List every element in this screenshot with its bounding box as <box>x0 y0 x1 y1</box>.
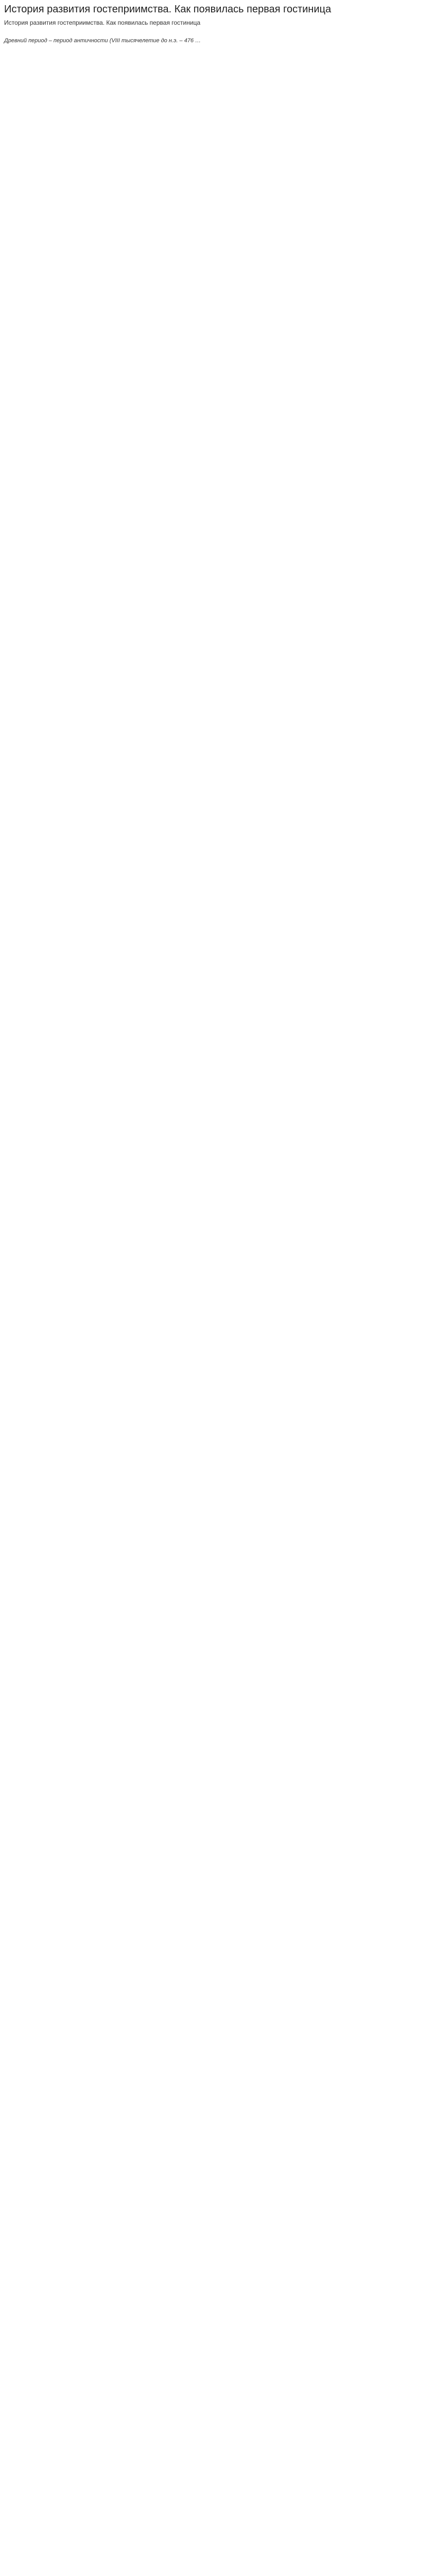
article-subtitle: История развития гостеприимства. Как появилась первая гостиница <box>4 19 201 26</box>
article-title: История развития гостеприимства. Как появилась первая гостиница <box>4 4 332 15</box>
section-heading: Древний период – период античности (VIII тысячелетие до н.э. – 476 … <box>4 38 201 44</box>
